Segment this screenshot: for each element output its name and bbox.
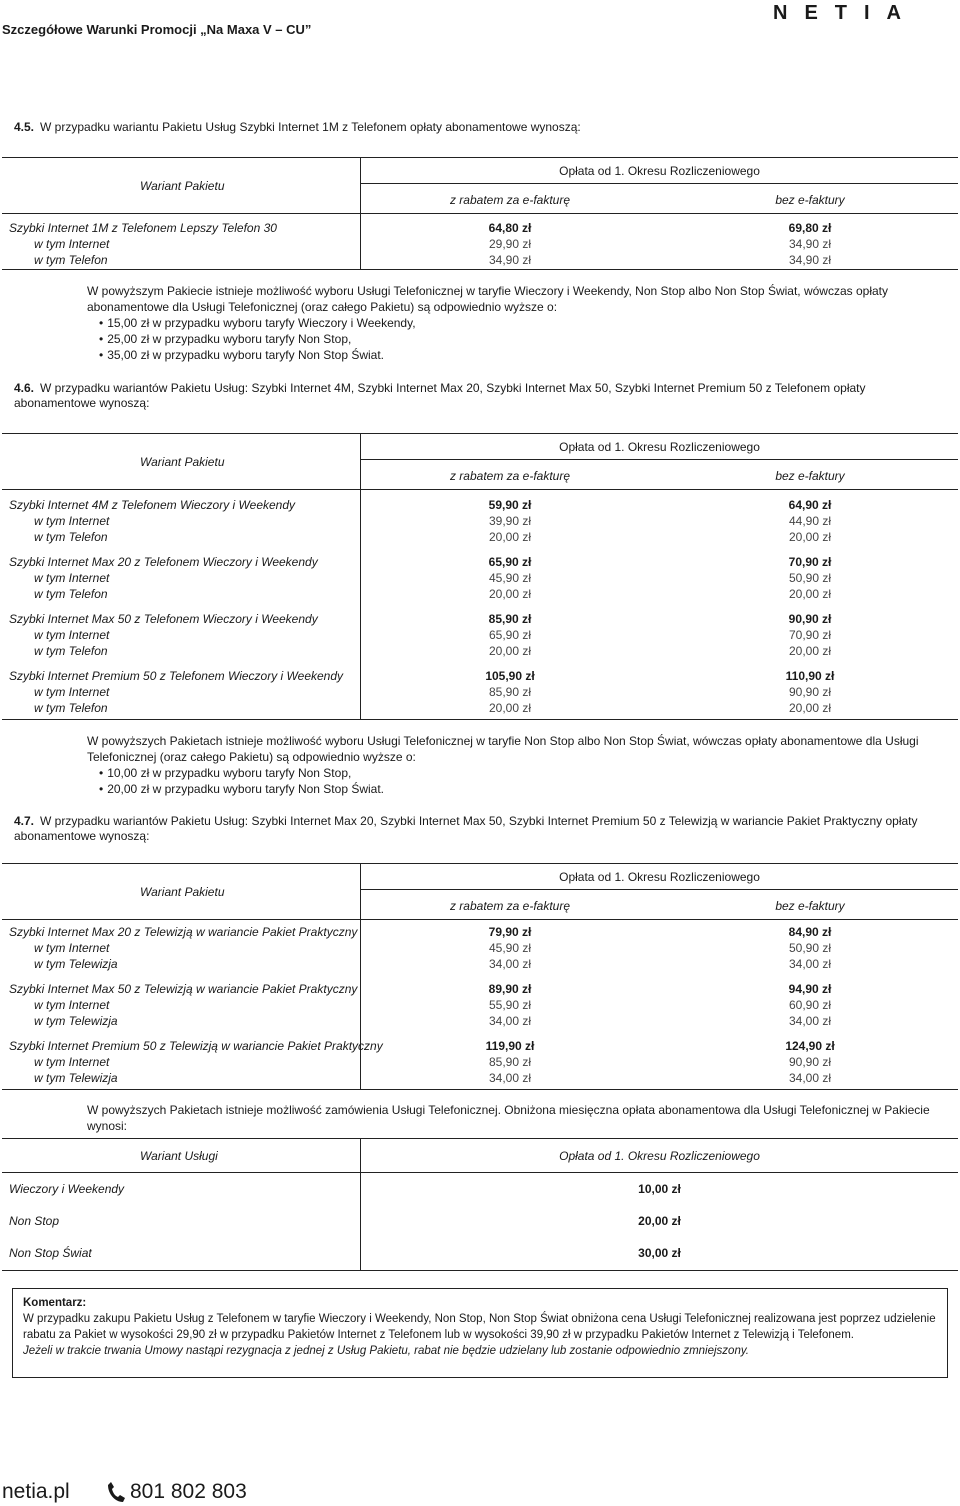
price-with-einvoice: 64,80 zł (488, 221, 532, 235)
netia-logo: NETIA (773, 2, 918, 24)
component-price: 85,90 zł (488, 685, 532, 699)
section-4-6 (14, 381, 914, 411)
list-item: • 10,00 zł w przypadku wyboru taryfy Non Stop, (99, 765, 947, 781)
package-name: Szybki Internet Premium 50 z Telewizją w wariancie Pakiet Praktyczny (9, 1039, 383, 1053)
component-label: w tym Internet (34, 571, 110, 585)
table-divider (360, 433, 361, 719)
paragraph-telephony-note: W powyższych Pakietach istnieje możliwość zamówienia Usługi Telefonicznej. Obniżona miesięczna opłata abonamentowa dla Usługi Telefonicznej w Pakiecie wynosi: (87, 1103, 930, 1133)
price-without-einvoice: 69,80 zł (788, 221, 832, 235)
component-label: w tym Telefon (34, 644, 108, 658)
column-header-with-einvoice: z rabatem za e-fakturę (449, 899, 571, 913)
component-price: 34,90 zł (488, 253, 532, 267)
section-text: W przypadku wariantu Pakietu Usług Szybki Internet 1M z Telefonem opłaty abonamentowe wynoszą: (40, 120, 581, 134)
section-text: W przypadku wariantów Pakietu Usług: Szybki Internet Max 20, Szybki Internet Max 50, Szybki Internet Premium 50 z Telewizją w wariancie Pakiet Praktyczny opłaty abonamentowe wynoszą: (14, 814, 918, 843)
component-label: w tym Telewizja (34, 1014, 118, 1028)
table-border (2, 489, 958, 490)
table-border (2, 269, 958, 270)
service-price: 10,00 zł (638, 1182, 681, 1196)
paragraph-4-5-note (87, 283, 947, 363)
price-without-einvoice: 124,90 zł (785, 1039, 835, 1053)
table-border (2, 863, 958, 864)
footer-website[interactable]: netia.pl (2, 1480, 70, 1503)
table-border (361, 459, 958, 460)
package-name: Szybki Internet Max 50 z Telefonem Wieczory i Weekendy (9, 612, 318, 626)
package-name: Szybki Internet Max 20 z Telewizją w wariancie Pakiet Praktyczny (9, 925, 358, 939)
section-number: 4.6. (14, 381, 35, 395)
component-price: 20,00 zł (488, 644, 532, 658)
price-with-einvoice: 89,90 zł (488, 982, 532, 996)
table-border (2, 433, 958, 434)
component-label: w tym Telefon (34, 253, 108, 267)
price-without-einvoice: 70,90 zł (788, 555, 832, 569)
component-price: 90,90 zł (788, 685, 832, 699)
component-price: 20,00 zł (788, 587, 832, 601)
component-price: 20,00 zł (788, 644, 832, 658)
table-border (2, 1270, 958, 1271)
table-border (361, 183, 958, 184)
component-label: w tym Internet (34, 685, 110, 699)
component-price: 34,00 zł (788, 1071, 832, 1085)
component-price: 34,90 zł (788, 253, 832, 267)
package-name: Szybki Internet Premium 50 z Telefonem Wieczory i Weekendy (9, 669, 344, 683)
document-title: Szczegółowe Warunki Promocji „Na Maxa V – CU” (2, 22, 312, 37)
column-header-fee: Opłata od 1. Okresu Rozliczeniowego (559, 164, 760, 178)
section-4-7 (14, 814, 924, 844)
price-with-einvoice: 79,90 zł (488, 925, 532, 939)
component-label: w tym Internet (34, 237, 110, 251)
component-label: w tym Internet (34, 998, 110, 1012)
column-header-with-einvoice: z rabatem za e-fakturę (449, 193, 571, 207)
component-price: 45,90 zł (488, 571, 532, 585)
section-number: 4.5. (14, 120, 35, 134)
service-name: Wieczory i Weekendy (9, 1182, 125, 1196)
column-header-variant: Wariant Usługi (140, 1149, 218, 1163)
section-4-5 (14, 120, 944, 135)
component-price: 85,90 zł (488, 1055, 532, 1069)
list-item: • 25,00 zł w przypadku wyboru taryfy Non Stop, (99, 331, 947, 347)
paragraph-text: W powyższym Pakiecie istnieje możliwość wyboru Usługi Telefonicznej w taryfie Wieczory i Weekendy, Non Stop albo Non Stop Świat, wówczas opłaty abonamentowe dla Usługi Telefonicznej (oraz całego Pakietu) są odpowiednio wyższe o: (87, 284, 888, 314)
component-price: 39,90 zł (488, 514, 532, 528)
component-label: w tym Telewizja (34, 957, 118, 971)
column-header-variant: Wariant Pakietu (140, 885, 225, 899)
component-price: 55,90 zł (488, 998, 532, 1012)
phone-icon (106, 1481, 126, 1503)
component-price: 50,90 zł (788, 941, 832, 955)
component-price: 20,00 zł (788, 530, 832, 544)
table-border (2, 1172, 958, 1173)
table-border (361, 889, 958, 890)
list-item: • 15,00 zł w przypadku wyboru taryfy Wieczory i Weekendy, (99, 315, 947, 331)
comment-line: Jeżeli w trakcie trwania Umowy nastąpi rezygnacja z jednej z Usług Pakietu, rabat nie będzie udzielany lub zostanie odpowiednio zmniejszony. (23, 1345, 749, 1357)
component-price: 20,00 zł (488, 530, 532, 544)
component-label: w tym Internet (34, 941, 110, 955)
price-without-einvoice: 84,90 zł (788, 925, 832, 939)
service-name: Non Stop (9, 1214, 60, 1228)
price-with-einvoice: 85,90 zł (488, 612, 532, 626)
component-price: 20,00 zł (788, 701, 832, 715)
paragraph-4-6-note (87, 733, 947, 797)
package-name: Szybki Internet Max 20 z Telefonem Wieczory i Weekendy (9, 555, 318, 569)
price-without-einvoice: 90,90 zł (788, 612, 832, 626)
column-header-fee: Opłata od 1. Okresu Rozliczeniowego (559, 870, 760, 884)
comment-title: Komentarz: (23, 1297, 87, 1309)
list-item: • 20,00 zł w przypadku wyboru taryfy Non Stop Świat. (99, 781, 947, 797)
component-price: 20,00 zł (488, 587, 532, 601)
table-border (2, 1089, 958, 1090)
price-with-einvoice: 65,90 zł (488, 555, 532, 569)
table-border (2, 919, 958, 920)
column-header-variant: Wariant Pakietu (140, 179, 225, 193)
price-without-einvoice: 110,90 zł (785, 669, 835, 683)
package-name: Szybki Internet 1M z Telefonem Lepszy Telefon 30 (9, 221, 277, 235)
component-price: 60,90 zł (788, 998, 832, 1012)
price-without-einvoice: 94,90 zł (788, 982, 832, 996)
component-price: 65,90 zł (488, 628, 532, 642)
column-header-with-einvoice: z rabatem za e-fakturę (449, 469, 571, 483)
component-price: 70,90 zł (788, 628, 832, 642)
column-header-fee: Opłata od 1. Okresu Rozliczeniowego (559, 1149, 760, 1163)
component-price: 34,00 zł (788, 1014, 832, 1028)
price-with-einvoice: 119,90 zł (485, 1039, 535, 1053)
component-price: 34,00 zł (488, 957, 532, 971)
component-label: w tym Telefon (34, 530, 108, 544)
column-header-fee: Opłata od 1. Okresu Rozliczeniowego (559, 440, 760, 454)
column-header-without-einvoice: bez e-faktury (775, 899, 845, 913)
component-price: 34,00 zł (488, 1071, 532, 1085)
component-label: w tym Telefon (34, 587, 108, 601)
component-price: 50,90 zł (788, 571, 832, 585)
price-without-einvoice: 64,90 zł (788, 498, 832, 512)
component-label: w tym Telewizja (34, 1071, 118, 1085)
comment-line: W przypadku zakupu Pakietu Usług z Telefonem w taryfie Wieczory i Weekendy, Non Stop, Non Stop Świat obniżona cena Usługi Telefonicznej realizowana jest poprzez udzielenie rabatu za Pakiet w wysokości 29,90 zł w przypadku Pakietów Internet z Telefonem lub w wysokości 39,90 zł w przypadku Pakietów Internet z Telewizją i Telefonem. (23, 1313, 936, 1341)
component-price: 29,90 zł (488, 237, 532, 251)
phone-number: 801 802 803 (130, 1480, 247, 1503)
component-price: 90,90 zł (788, 1055, 832, 1069)
component-label: w tym Internet (34, 1055, 110, 1069)
table-border (2, 719, 958, 720)
service-price: 20,00 zł (638, 1214, 681, 1228)
paragraph-text: W powyższych Pakietach istnieje możliwość wyboru Usługi Telefonicznej w taryfie Non Stop albo Non Stop Świat, wówczas opłaty abonamentowe dla Usługi Telefonicznej (oraz całego Pakietu) są odpowiednio wyższe o: (87, 734, 919, 764)
table-border (2, 1138, 958, 1139)
column-header-variant: Wariant Pakietu (140, 455, 225, 469)
component-label: w tym Telefon (34, 701, 108, 715)
component-price: 34,90 zł (788, 237, 832, 251)
table-border (2, 157, 958, 158)
price-with-einvoice: 105,90 zł (485, 669, 535, 683)
component-price: 44,90 zł (788, 514, 832, 528)
component-price: 34,00 zł (488, 1014, 532, 1028)
service-name: Non Stop Świat (9, 1246, 92, 1260)
table-divider (360, 863, 361, 1089)
comment-box (12, 1288, 948, 1378)
section-number: 4.7. (14, 814, 35, 828)
component-price: 34,00 zł (788, 957, 832, 971)
section-text: W przypadku wariantów Pakietu Usług: Szybki Internet 4M, Szybki Internet Max 20, Szybki Internet Max 50, Szybki Internet Premium 50 z Telefonem opłaty abonamentowe wynoszą: (14, 381, 866, 410)
price-with-einvoice: 59,90 zł (488, 498, 532, 512)
package-name: Szybki Internet Max 50 z Telewizją w wariancie Pakiet Praktyczny (9, 982, 358, 996)
package-name: Szybki Internet 4M z Telefonem Wieczory i Weekendy (9, 498, 296, 512)
table-border (2, 213, 958, 214)
component-price: 45,90 zł (488, 941, 532, 955)
footer-phone (106, 1480, 247, 1504)
service-price: 30,00 zł (638, 1246, 681, 1260)
column-header-without-einvoice: bez e-faktury (775, 193, 845, 207)
component-label: w tym Internet (34, 514, 110, 528)
list-item: • 35,00 zł w przypadku wyboru taryfy Non Stop Świat. (99, 347, 947, 363)
column-header-without-einvoice: bez e-faktury (775, 469, 845, 483)
component-price: 20,00 zł (488, 701, 532, 715)
component-label: w tym Internet (34, 628, 110, 642)
